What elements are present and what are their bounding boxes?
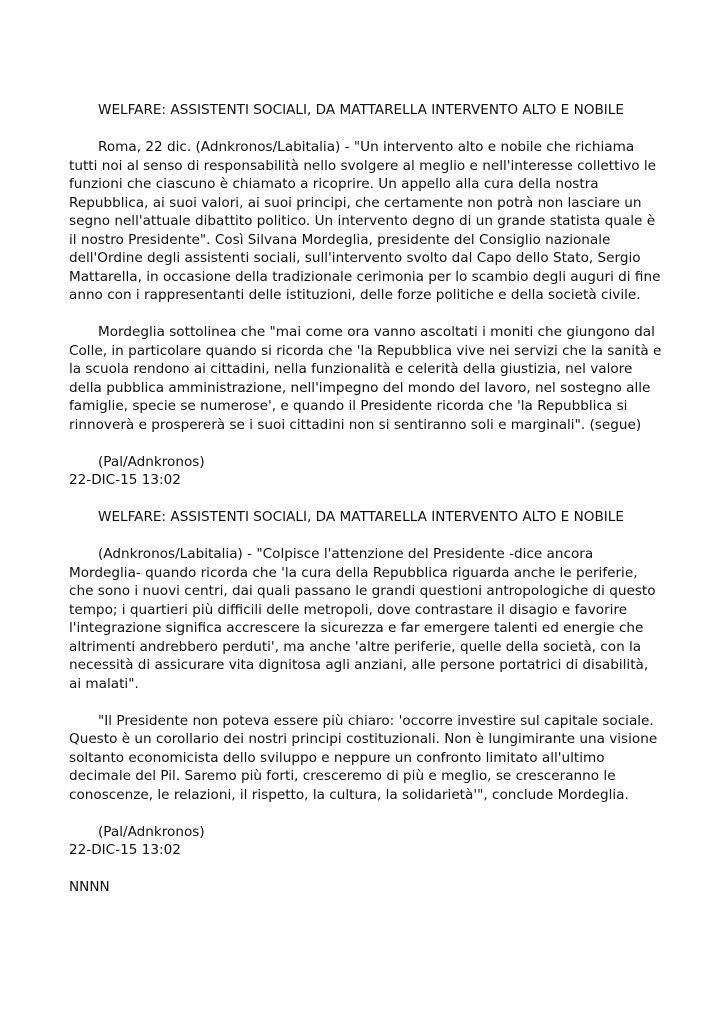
document-page (69, 101, 662, 897)
paragraph-line: l'integrazione significa accrescere la sicurezza e far emergere talenti ed energie che (69, 620, 644, 636)
article-timestamp: 22-DIC-15 13:02 (69, 472, 181, 488)
article-title: WELFARE: ASSISTENTI SOCIALI, DA MATTARELLA INTERVENTO ALTO E NOBILE (98, 102, 624, 118)
paragraph-line: segno nell'attuale dibattito politico. Un intervento degno di un grande statista quale è (69, 213, 656, 229)
article-title: WELFARE: ASSISTENTI SOCIALI, DA MATTARELLA INTERVENTO ALTO E NOBILE (98, 509, 624, 525)
article-paragraph (69, 545, 659, 693)
paragraph-line: Repubblica, ai suoi valori, ai suoi principi, che certamente non potrà non lasciare un (69, 194, 642, 211)
paragraph-line: Mordeglia- quando ricorda che 'la cura della Repubblica riguarda anche le periferie, (69, 564, 638, 581)
paragraph-line: soltanto economicista dello sviluppo e neppure un confronto limitato all'ultimo (69, 749, 605, 766)
paragraph-line: Roma, 22 dic. (Adnkronos/Labitalia) - "Un intervento alto e nobile che richiama (98, 139, 635, 155)
paragraph-line: Mattarella, in occasione della tradizionale cerimonia per lo scambio degli auguri di fine (69, 268, 661, 285)
paragraph-line: della pubblica amministrazione, nell'impegno del mondo del lavoro, nel sostegno alle (69, 379, 651, 396)
article-paragraph (69, 323, 662, 434)
paragraph-line: ai malati". (69, 675, 139, 692)
paragraph-line: tempo; i quartieri più difficili delle metropoli, dove contrastare il disagio e favorire (69, 601, 628, 618)
paragraph-line: conoscenze, le relazioni, il rispetto, la cultura, la solidarietà'", conclude Mordeglia. (69, 786, 629, 803)
paragraph-line: necessità di assicurare vita dignitosa agli anziani, alle persone portatrici di disabilità, (69, 657, 649, 673)
paragraph-line: anno con i rappresentanti delle istituzioni, delle forze politiche e della società civile. (69, 287, 641, 303)
paragraph-line: che sono i nuovi centri, dai quali passano le grandi questioni antropologiche di questo (69, 583, 656, 599)
paragraph-line: dell'Ordine degli assistenti sociali, sull'intervento svolto dal Capo dello Stato, Sergio (69, 250, 641, 266)
paragraph-line: altrimenti andrebbero perduti', ma anche 'altre periferie, quelle della società, con la (69, 638, 642, 655)
paragraph-line: famiglie, specie se numerose', e quando il Presidente ricorda che 'la Repubblica si (69, 398, 628, 414)
paragraph-line: Mordeglia sottolinea che "mai come ora vanno ascoltati i moniti che giungono dal (98, 324, 655, 340)
paragraph-line: la scuola rendono ai cittadini, nella funzionalità e celerità della giustizia, nel valore (69, 361, 633, 377)
article-timestamp: 22-DIC-15 13:02 (69, 842, 181, 858)
paragraph-line: Questo è un corollario dei nostri principi costituzionali. Non è lungimirante una visione (69, 731, 658, 747)
article-source: (Pal/Adnkronos) (98, 823, 205, 840)
paragraph-line: il nostro Presidente". Così Silvana Mordeglia, presidente del Consiglio nazionale (69, 231, 611, 248)
article-source: (Pal/Adnkronos) (98, 453, 205, 470)
paragraph-line: tutti noi al senso di responsabilità nello svolgere al meglio e nell'interesse collettivo le (69, 157, 657, 174)
paragraph-line: decimale del Pil. Saremo più forti, cresceremo di più e meglio, se cresceranno le (69, 768, 616, 784)
article-2 (69, 508, 659, 860)
paragraph-line: (Adnkronos/Labitalia) - "Colpisce l'attenzione del Presidente -dice ancora (98, 546, 594, 562)
paragraph-line: "Il Presidente non poteva essere più chiaro: 'occorre investire sul capitale sociale. (98, 712, 654, 729)
article-1 (69, 101, 662, 490)
article-paragraph (69, 138, 659, 305)
paragraph-line: Colle, in particolare quando si ricorda che 'la Repubblica vive nei servizi che la sanità e (69, 342, 662, 359)
paragraph-line: rinnoverà e prospererà se i suoi cittadini non si sentiranno soli e marginali". (segue) (69, 416, 642, 433)
article-paragraph (69, 712, 659, 805)
end-marker: NNNN (69, 879, 110, 895)
paragraph-line: funzioni che ciascuno è chiamato a ricoprire. Un appello alla cura della nostra (69, 176, 599, 192)
